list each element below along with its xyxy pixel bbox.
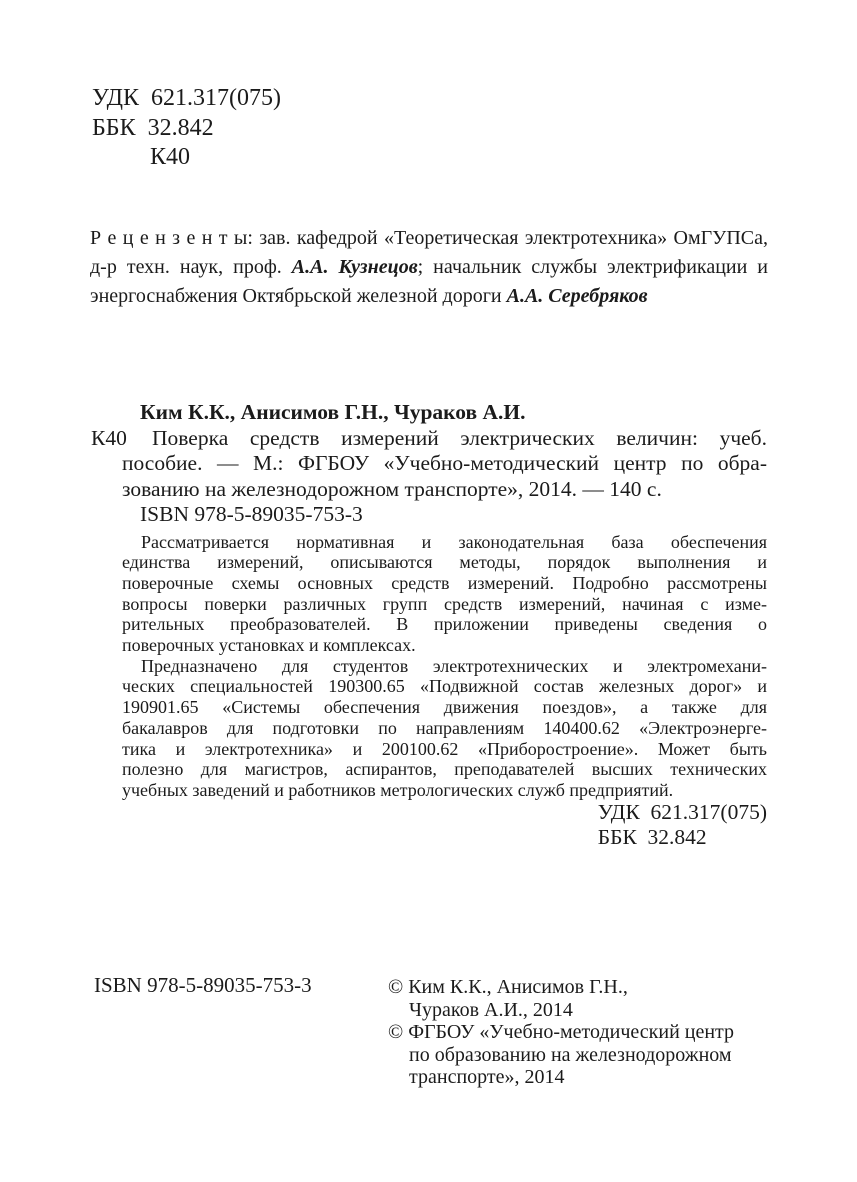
- text-line: вопросы поверки различных групп средств измерений, начиная с изме-: [122, 593, 767, 614]
- catalog-author-sign: К40: [91, 426, 127, 450]
- text-line: 190901.65 «Системы обеспечения движения поездов», а также для: [122, 697, 767, 718]
- text-line: транспорте», 2014: [409, 1066, 565, 1088]
- text-line: полезно для магистров, аспирантов, преподавателей высших технических: [122, 759, 767, 780]
- text-line: Р е ц е н з е н т ы: зав. кафедрой «Теоретическая электротехника» ОмГУПСа,: [90, 227, 768, 249]
- text-line: Рассматривается нормативная и законодательная база обеспечения: [141, 531, 767, 552]
- reviewers-paragraph: [90, 224, 768, 311]
- text-line: поверочных установках и комплексах.: [122, 635, 416, 656]
- text-line: © Ким К.К., Анисимов Г.Н.,: [388, 976, 628, 998]
- text-line: © ФГБОУ «Учебно-методический центр: [388, 1021, 735, 1043]
- copyright-publisher: [388, 1021, 788, 1089]
- udc-code: УДК 621.317(075): [92, 85, 281, 111]
- text-line: ческих специальностей 190300.65 «Подвижной состав железных дорог» и: [122, 676, 767, 697]
- author-sign-code: К40: [150, 144, 191, 170]
- authors-line: Ким К.К., Анисимов Г.Н., Чураков А.И.: [140, 400, 526, 424]
- text-line: рительных преобразователей. В приложении приведены сведения о: [122, 614, 767, 635]
- isbn-bottom: ISBN 978-5-89035-753-3: [94, 973, 312, 997]
- classification-codes: [92, 84, 281, 173]
- copyright-authors: [388, 976, 788, 1021]
- bibliographic-description: [122, 426, 767, 503]
- bbk-code-bottom: ББК 32.842: [597, 825, 707, 849]
- text-line: единства измерений, описываются методы, порядок выполнения и: [122, 552, 767, 573]
- isbn-line: ISBN 978-5-89035-753-3: [140, 502, 363, 526]
- text-line: поверочные схемы основных средств измерений. Подробно рассмотрены: [122, 572, 767, 593]
- text-line: Поверка средств измерений электрических величин: учеб.: [152, 425, 767, 450]
- udc-code-bottom: УДК 621.317(075): [597, 800, 767, 824]
- text-line: бакалавров для подготовки по направлениям 140400.62 «Электроэнерге-: [122, 717, 767, 738]
- text-line: учебных заведений и работников метрологических служб предприятий.: [122, 779, 674, 800]
- copyright-block: [388, 976, 788, 1089]
- catalog-card: [91, 400, 767, 801]
- text-line: Предназначено для студентов электротехнических и электромехани-: [141, 655, 767, 676]
- text-line: Чураков А.И., 2014: [409, 998, 573, 1021]
- classification-codes-bottom: [598, 800, 767, 850]
- text-line: тика и электротехника» и 200100.62 «Приборостроение». Может быть: [122, 738, 767, 759]
- annotation-paragraph-2: [122, 656, 767, 801]
- text-line: д-р техн. наук, проф. А.А. Кузнецов; начальник службы электрификации и: [90, 256, 768, 278]
- text-line: энергоснабжения Октябрьской железной дороги А.А. Серебряков: [90, 285, 648, 307]
- text-line: пособие. — М.: ФГБОУ «Учебно-методический центр по обра-: [122, 451, 767, 475]
- text-line: по образованию на железнодорожном: [409, 1043, 732, 1066]
- text-line: зованию на железнодорожном транспорте», 2014. — 140 с.: [122, 476, 662, 501]
- annotation-paragraph-1: [122, 532, 767, 656]
- bbk-code: ББК 32.842: [92, 114, 214, 141]
